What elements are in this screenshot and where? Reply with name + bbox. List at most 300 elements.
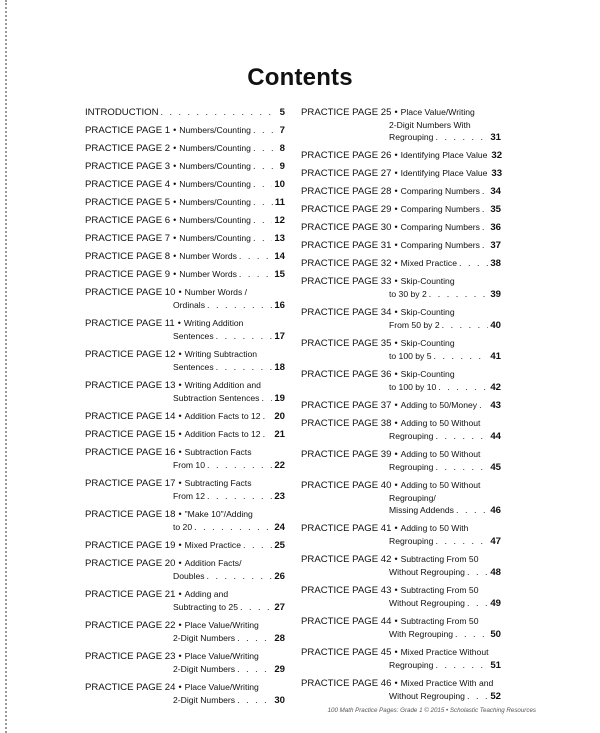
- toc-entry-row: [85, 317, 285, 330]
- toc-entry: [301, 368, 501, 394]
- toc-entry: [301, 106, 501, 144]
- toc-entry-row: [301, 119, 501, 131]
- dot-leader: [435, 659, 488, 671]
- toc-entry-row: [301, 399, 501, 412]
- toc-entry-page: 34: [490, 186, 501, 197]
- dot-leader: [253, 160, 278, 172]
- toc-entry: [301, 149, 501, 162]
- toc-entry-description: Numbers/Counting: [179, 125, 251, 135]
- perforation-line: [5, 0, 7, 733]
- dot-leader: [429, 288, 489, 300]
- toc-entry-page: 5: [279, 107, 285, 118]
- toc-entry: [85, 379, 285, 405]
- dot-leader: [482, 239, 488, 251]
- bullet-icon: •: [394, 523, 398, 533]
- toc-entry: [85, 477, 285, 503]
- dot-leader: [479, 399, 488, 411]
- toc-entry-row: [85, 521, 285, 534]
- bullet-icon: •: [178, 380, 182, 390]
- bullet-icon: •: [394, 418, 398, 428]
- toc-entry-label: PRACTICE PAGE 37: [301, 400, 392, 411]
- toc-entry-description: Number Words /: [184, 287, 248, 297]
- toc-entry-description: Identifying Place Value: [400, 168, 488, 178]
- dot-leader: [467, 566, 488, 578]
- dot-leader: [455, 628, 488, 640]
- toc-entry-label: PRACTICE PAGE 6: [85, 215, 171, 226]
- toc-entry-row: [85, 588, 285, 601]
- toc-entry-row: [85, 681, 285, 694]
- toc-entry-page: 15: [274, 269, 285, 280]
- toc-entry-description: Ordinals: [173, 300, 205, 310]
- toc-entry-description: Writing Addition and: [184, 380, 261, 390]
- toc-entry-description: Numbers/Counting: [179, 197, 251, 207]
- toc-entry-label: PRACTICE PAGE 28: [301, 186, 392, 197]
- bullet-icon: •: [394, 449, 398, 459]
- toc-entry-description: Adding to 50 Without: [400, 480, 481, 490]
- toc-entry-page: 29: [274, 664, 285, 675]
- toc-entry-page: 10: [274, 179, 285, 190]
- toc-entry-label: PRACTICE PAGE 40: [301, 480, 392, 491]
- toc-entry-row: [301, 597, 501, 610]
- toc-entry-description: Numbers/Counting: [179, 143, 251, 153]
- dot-leader: [435, 461, 488, 473]
- dot-leader: [467, 597, 488, 609]
- toc-entry-description: Sentences: [173, 331, 214, 341]
- toc-entry: [301, 306, 501, 332]
- toc-entry-row: [301, 221, 501, 234]
- bullet-icon: •: [394, 338, 398, 348]
- bullet-icon: •: [394, 276, 398, 286]
- toc-entry-description: Skip-Counting: [400, 307, 455, 317]
- dot-leader: [216, 361, 273, 373]
- toc-entry-page: 36: [490, 222, 501, 233]
- toc-entry-row: [85, 348, 285, 361]
- toc-entry-description: "Make 10"/Adding: [184, 509, 253, 519]
- toc-entry: [301, 185, 501, 198]
- toc-entry-page: 25: [274, 540, 285, 551]
- bullet-icon: •: [178, 540, 182, 550]
- toc-entry-page: 14: [274, 251, 285, 262]
- toc-entry-page: 12: [274, 215, 285, 226]
- toc-entry-row: [85, 410, 285, 423]
- toc-entry: [301, 337, 501, 363]
- toc-entry-description: to 30 by 2: [389, 289, 427, 299]
- bullet-icon: •: [173, 251, 177, 261]
- bullet-icon: •: [173, 161, 177, 171]
- toc-entry-page: 20: [274, 411, 285, 422]
- toc-entry-page: 44: [490, 431, 501, 442]
- bullet-icon: •: [394, 150, 398, 160]
- dot-leader: [243, 539, 272, 551]
- dot-leader: [253, 178, 272, 190]
- toc-entry-row: [85, 379, 285, 392]
- toc-entry-row: [301, 337, 501, 350]
- dot-leader: [253, 214, 272, 226]
- toc-entry: [85, 196, 285, 209]
- toc-entry-label: PRACTICE PAGE 39: [301, 449, 392, 460]
- toc-entry-label: PRACTICE PAGE 15: [85, 429, 176, 440]
- dot-leader: [240, 601, 272, 613]
- toc-entry-page: 39: [490, 289, 501, 300]
- toc-entry: [85, 142, 285, 155]
- toc-entry-page: 22: [274, 460, 285, 471]
- dot-leader: [253, 232, 272, 244]
- toc-entry-page: 46: [490, 505, 501, 516]
- toc-entry-row: [301, 106, 501, 119]
- toc-entry-description: Mixed Practice: [184, 540, 241, 550]
- toc-entry: [85, 619, 285, 645]
- toc-entry: [85, 106, 285, 119]
- dot-leader: [216, 330, 273, 342]
- toc-entry-description: Regrouping/: [389, 493, 436, 503]
- bullet-icon: •: [178, 478, 182, 488]
- toc-entry: [301, 221, 501, 234]
- toc-entry-row: [85, 663, 285, 676]
- toc-entry-description: With Regrouping: [389, 629, 454, 639]
- toc-entry: [85, 410, 285, 423]
- dot-leader: [207, 299, 272, 311]
- toc-entry-page: 42: [490, 382, 501, 393]
- toc-entry-description: Regrouping: [389, 431, 434, 441]
- toc-entry-label: PRACTICE PAGE 8: [85, 251, 171, 262]
- toc-entry-label: PRACTICE PAGE 34: [301, 307, 392, 318]
- toc-entry: [301, 167, 501, 180]
- toc-entry: [301, 479, 501, 517]
- toc-entry-label: PRACTICE PAGE 36: [301, 369, 392, 380]
- toc-entry: [301, 677, 501, 703]
- toc-entry-page: 8: [279, 143, 285, 154]
- toc-entry-description: Numbers/Counting: [179, 161, 251, 171]
- toc-entry-page: 47: [490, 536, 501, 547]
- toc-entry-row: [301, 203, 501, 216]
- toc-entry-row: [301, 646, 501, 659]
- toc-entry-description: to 100 by 5: [389, 351, 432, 361]
- toc-entry-row: [85, 446, 285, 459]
- dot-leader: [434, 350, 489, 362]
- bullet-icon: •: [178, 287, 182, 297]
- bullet-icon: •: [394, 258, 398, 268]
- toc-entry: [85, 317, 285, 343]
- toc-entry-description: Numbers/Counting: [179, 179, 251, 189]
- toc-entry-description: Writing Addition: [183, 318, 244, 328]
- toc-entry-page: 52: [490, 691, 501, 702]
- copyright-footer: 100 Math Practice Pages: Grade 1 © 2015 • Scholastic Teaching Resources: [327, 707, 536, 714]
- bullet-icon: •: [394, 369, 398, 379]
- toc-entry-label: PRACTICE PAGE 9: [85, 269, 171, 280]
- toc-entry-label: PRACTICE PAGE 32: [301, 258, 392, 269]
- bullet-icon: •: [173, 233, 177, 243]
- toc-entry-row: [301, 350, 501, 363]
- toc-entry-description: Comparing Numbers: [400, 186, 480, 196]
- toc-entry-page: 28: [274, 633, 285, 644]
- toc-entry: [301, 522, 501, 548]
- toc-entry-row: [301, 522, 501, 535]
- dot-leader: [435, 430, 488, 442]
- toc-entry-label: PRACTICE PAGE 24: [85, 682, 176, 693]
- toc-entry-row: [85, 299, 285, 312]
- dot-leader: [237, 694, 272, 706]
- bullet-icon: •: [178, 447, 182, 457]
- toc-entry-description: 2-Digit Numbers: [173, 633, 236, 643]
- toc-entry: [301, 646, 501, 672]
- bullet-icon: •: [394, 585, 398, 595]
- toc-entry-label: INTRODUCTION: [85, 107, 159, 118]
- toc-entry-description: Adding to 50 Without: [400, 449, 481, 459]
- bullet-icon: •: [394, 204, 398, 214]
- toc-entry-page: 21: [274, 429, 285, 440]
- toc-entry: [301, 615, 501, 641]
- toc-entry-description: Regrouping: [389, 132, 434, 142]
- toc-entry-description: Adding to 50 Without: [400, 418, 481, 428]
- toc-entry-description: Writing Subtraction: [184, 349, 258, 359]
- toc-entry-label: PRACTICE PAGE 41: [301, 523, 392, 534]
- toc-entry-label: PRACTICE PAGE 43: [301, 585, 392, 596]
- toc-entry-row: [85, 142, 285, 155]
- bullet-icon: •: [178, 349, 182, 359]
- toc-entry-description: Skip-Counting: [400, 369, 455, 379]
- toc-entry-row: [301, 492, 501, 504]
- toc-entry-page: 16: [274, 300, 285, 311]
- bullet-icon: •: [394, 240, 398, 250]
- bullet-icon: •: [394, 678, 398, 688]
- toc-entry-row: [85, 477, 285, 490]
- toc-entry-description: Adding to 50/Money: [400, 400, 478, 410]
- toc-entry-label: PRACTICE PAGE 4: [85, 179, 171, 190]
- toc-entry-label: PRACTICE PAGE 1: [85, 125, 171, 136]
- toc-entry-description: Numbers/Counting: [179, 233, 251, 243]
- toc-entry-label: PRACTICE PAGE 18: [85, 509, 176, 520]
- toc-entry-description: Mixed Practice Without: [400, 647, 489, 657]
- bullet-icon: •: [173, 215, 177, 225]
- bullet-icon: •: [178, 509, 182, 519]
- toc-entry-label: PRACTICE PAGE 46: [301, 678, 392, 689]
- toc-entry-row: [85, 106, 285, 119]
- toc-entry-row: [301, 131, 501, 144]
- toc-entry: [85, 428, 285, 441]
- toc-entry: [301, 448, 501, 474]
- toc-entry-description: Missing Addends: [389, 505, 454, 515]
- toc-entry-description: Regrouping: [389, 536, 434, 546]
- toc-entry-page: 35: [490, 204, 501, 215]
- toc-entry-description: Place Value/Writing: [400, 107, 475, 117]
- toc-entry-label: PRACTICE PAGE 14: [85, 411, 176, 422]
- dot-leader: [482, 221, 488, 233]
- toc-entry-row: [301, 448, 501, 461]
- bullet-icon: •: [394, 107, 398, 117]
- toc-entry-description: Place Value/Writing: [184, 620, 259, 630]
- toc-entry-row: [301, 504, 501, 517]
- dot-leader: [263, 410, 273, 422]
- toc-entry-description: to 100 by 10: [389, 382, 437, 392]
- toc-entry-row: [85, 428, 285, 441]
- toc-entry-description: Number Words: [179, 269, 237, 279]
- toc-entry: [301, 203, 501, 216]
- bullet-icon: •: [178, 589, 182, 599]
- dot-leader: [459, 257, 488, 269]
- bullet-icon: •: [178, 411, 182, 421]
- toc-entry-row: [85, 286, 285, 299]
- toc-entry-description: Doubles: [173, 571, 205, 581]
- dot-leader: [438, 381, 488, 393]
- dot-leader: [161, 106, 278, 118]
- bullet-icon: •: [394, 480, 398, 490]
- toc-entry: [85, 268, 285, 281]
- toc-entry-page: 13: [274, 233, 285, 244]
- toc-entry-page: 32: [491, 150, 503, 161]
- toc-entry-label: PRACTICE PAGE 26: [301, 150, 392, 161]
- bullet-icon: •: [173, 269, 177, 279]
- dot-leader: [482, 185, 488, 197]
- toc-entry-description: 2-Digit Numbers: [173, 664, 236, 674]
- toc-entry-label: PRACTICE PAGE 38: [301, 418, 392, 429]
- toc-entry-label: PRACTICE PAGE 25: [301, 107, 392, 118]
- toc-entry-row: [85, 178, 285, 191]
- toc-entry-description: Addition Facts/: [184, 558, 242, 568]
- toc-entry-row: [85, 508, 285, 521]
- toc-entry: [85, 557, 285, 583]
- toc-entry-description: Without Regrouping: [389, 598, 465, 608]
- toc-entry: [85, 124, 285, 137]
- toc-entry-description: Identifying Place Value: [400, 150, 488, 160]
- toc-entry-row: [85, 619, 285, 632]
- dot-leader: [253, 124, 278, 136]
- toc-entry-page: 23: [274, 491, 285, 502]
- toc-entry-row: [85, 601, 285, 614]
- toc-entry-page: 9: [279, 161, 285, 172]
- toc-entry-page: 24: [274, 522, 285, 533]
- toc-entry-page: 11: [274, 197, 285, 208]
- toc-entry-row: [301, 430, 501, 443]
- toc-entry-description: From 10: [173, 460, 205, 470]
- toc-entry-row: [85, 650, 285, 663]
- toc-entry-page: 27: [274, 602, 285, 613]
- toc-entry-page: 31: [490, 132, 501, 143]
- toc-entry: [85, 250, 285, 263]
- toc-entry-page: 48: [490, 567, 501, 578]
- bullet-icon: •: [394, 222, 398, 232]
- toc-entry-row: [85, 214, 285, 227]
- toc-entry-label: PRACTICE PAGE 44: [301, 616, 392, 627]
- dot-leader: [207, 459, 272, 471]
- toc-entry: [85, 681, 285, 707]
- toc-entry-row: [85, 392, 285, 405]
- toc-entry-description: Skip-Counting: [400, 338, 455, 348]
- dot-leader: [239, 268, 272, 280]
- toc-entry: [301, 239, 501, 252]
- toc-entry-row: [301, 239, 501, 252]
- dot-leader: [261, 392, 272, 404]
- toc-entry-row: [301, 185, 501, 198]
- bullet-icon: •: [394, 616, 398, 626]
- dot-leader: [442, 319, 489, 331]
- toc-entry-row: [301, 275, 501, 288]
- toc-entry-label: PRACTICE PAGE 17: [85, 478, 176, 489]
- toc-entry-row: [301, 615, 501, 628]
- bullet-icon: •: [173, 179, 177, 189]
- toc-entry-row: [301, 257, 501, 270]
- toc-entry-description: Comparing Numbers: [400, 240, 480, 250]
- toc-entry-row: [301, 306, 501, 319]
- toc-entry: [85, 508, 285, 534]
- toc-entry-label: PRACTICE PAGE 13: [85, 380, 176, 391]
- toc-entry-label: PRACTICE PAGE 42: [301, 554, 392, 565]
- toc-entry-description: Without Regrouping: [389, 691, 465, 701]
- toc-entry-page: 30: [274, 695, 285, 706]
- toc-entry-row: [301, 319, 501, 332]
- toc-entry-page: 51: [490, 660, 501, 671]
- toc-entry-page: 19: [274, 393, 285, 404]
- bullet-icon: •: [173, 197, 177, 207]
- toc-entry-row: [85, 557, 285, 570]
- toc-entry-page: 49: [490, 598, 501, 609]
- toc-entry-row: [85, 160, 285, 173]
- toc-entry-row: [301, 417, 501, 430]
- dot-leader: [482, 203, 488, 215]
- toc-entry-row: [301, 149, 501, 162]
- bullet-icon: •: [178, 429, 182, 439]
- toc-left-column: [85, 106, 285, 712]
- dot-leader: [239, 250, 272, 262]
- dot-leader: [207, 570, 273, 582]
- bullet-icon: •: [173, 143, 177, 153]
- toc-entry-row: [85, 632, 285, 645]
- toc-entry-label: PRACTICE PAGE 20: [85, 558, 176, 569]
- toc-entry-description: Subtracting From 50: [400, 585, 479, 595]
- toc-entry-description: Skip-Counting: [400, 276, 455, 286]
- bullet-icon: •: [394, 307, 398, 317]
- toc-entry: [85, 286, 285, 312]
- toc-entry: [301, 584, 501, 610]
- toc-entry-page: 40: [490, 320, 501, 331]
- toc-entry-row: [85, 490, 285, 503]
- toc-entry-row: [301, 535, 501, 548]
- toc-entry-description: 2-Digit Numbers: [173, 695, 236, 705]
- bullet-icon: •: [394, 647, 398, 657]
- toc-entry-row: [301, 553, 501, 566]
- toc-entry-row: [301, 461, 501, 474]
- toc-entry-row: [301, 566, 501, 579]
- toc-entry-label: PRACTICE PAGE 35: [301, 338, 392, 349]
- toc-entry: [85, 178, 285, 191]
- toc-entry-description: Comparing Numbers: [400, 204, 480, 214]
- toc-entry-row: [301, 479, 501, 492]
- bullet-icon: •: [178, 651, 182, 661]
- bullet-icon: •: [394, 168, 398, 178]
- toc-entry-label: PRACTICE PAGE 11: [85, 318, 175, 329]
- bullet-icon: •: [394, 554, 398, 564]
- toc-entry-page: 7: [279, 125, 285, 136]
- toc-entry-row: [85, 124, 285, 137]
- toc-entry-label: PRACTICE PAGE 33: [301, 276, 392, 287]
- page-title: Contents: [247, 64, 353, 91]
- toc-entry-description: Place Value/Writing: [184, 651, 259, 661]
- toc-entry: [85, 232, 285, 245]
- toc-entry-page: 33: [491, 168, 503, 179]
- toc-entry-page: 37: [490, 240, 501, 251]
- toc-entry: [85, 446, 285, 472]
- toc-entry-description: Place Value/Writing: [184, 682, 259, 692]
- toc-entry-row: [85, 459, 285, 472]
- toc-entry-description: Adding and: [184, 589, 229, 599]
- toc-entry-row: [85, 539, 285, 552]
- toc-entry-label: PRACTICE PAGE 10: [85, 287, 176, 298]
- toc-entry-page: 50: [490, 629, 501, 640]
- toc-entry-label: PRACTICE PAGE 2: [85, 143, 171, 154]
- toc-entry-description: Mixed Practice With and: [400, 678, 494, 688]
- toc-entry-description: Comparing Numbers: [400, 222, 480, 232]
- toc-entry-row: [301, 167, 501, 180]
- toc-entry-row: [85, 196, 285, 209]
